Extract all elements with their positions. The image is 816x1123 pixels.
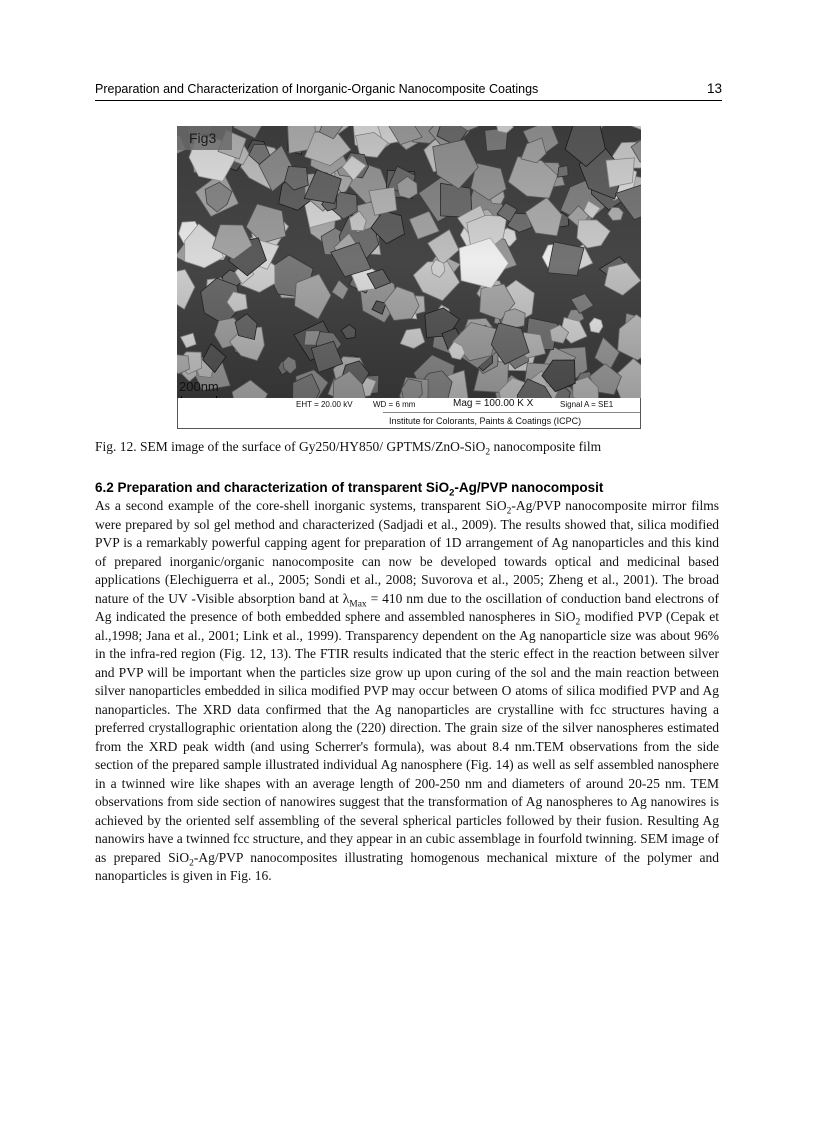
running-header <box>95 80 722 101</box>
wd-value: WD = 6 mm <box>373 400 416 409</box>
figure-label: Fig3 <box>189 130 217 146</box>
scale-label: 200nm <box>179 379 219 394</box>
sem-figure <box>177 126 641 430</box>
running-title: Preparation and Characterization of Inorganic-Organic Nanocomposite Coatings <box>95 82 539 96</box>
body-paragraph: As a second example of the core-shell inorganic systems, transparent SiO$_2$-Ag/PVP nanocomposite mirror films were prepared by sol gel method and characterized (Sadjadi et al., 2009). The results showed that, silica modified PVP is a remarkably powerful capping agent for preparation of 1D arrangement of Ag nanoparticles and this kind of prepared inorganic/organic nanocomposite can now be developed towards optical and medicinal based applications (Elechiguerra et al., 2005; Sondi et al., 2008; Suvorova et al., 2005; Zheng et al., 2001). The broad nature of the UV -Visible absorption band at $\lambda_{Max} = 410$ nm due to the oscillation of conduction band electrons of Ag indicated the presence of both embedded sphere and assembled nanospheres in SiO$_2$ modified PVP (Cepak et al.,1998; Jana et al., 2001; Link et al., 1999). Transparency dependent on the Ag nanoparticle size was about 96% in the infra-red region (Fig. 12, 13). The FTIR results indicated that the steric effect in the reaction between silver and PVP will be important when the particles size grow up upon curing of the sol and the main reaction between silver nanoparticles embedded in silica modified PVP may occur between O atoms of silica modified PVP and Ag nanoparticles. The XRD data confirmed that the Ag nanoparticles are crystalline with fcc structures having a preferred crystallographic orientation along the (220) direction. The grain size of the silver nanospheres estimated from the XRD peak width (and using Scherrer's formula), was about 8.4 nm.TEM observations from the side section of the prepared sample illustrated individual Ag nanosphere (Fig. 14) as well as self assembled nanosphere in a twinned wire like shapes with an average length of 200-250 nm and diameters of around 20-25 nm. TEM observations from side section of nanowires suggest that the transformation of Ag nanospheres to Ag nanowires is achieved by the oriented self assembling of the several spherical particles followed by their fusion. Resulting Ag nanowirs have a twinned fcc structure, and they appear in an cubic assemblage in fourfold twinning. SEM image of as prepared SiO$_2$-Ag/PVP nanocomposites illustrating homogenous mechanical mixture of the polymer and nanoparticles is given in Fig. 16. <box>95 498 720 883</box>
mag-value: Mag = 100.00 K X <box>453 398 534 409</box>
eht-value: EHT = 20.00 kV <box>296 400 353 409</box>
section-heading: 6.2 Preparation and characterization of transparent SiO$_2$-Ag/PVP nanocomposit <box>95 480 604 499</box>
sem-micrograph <box>177 126 641 398</box>
page-number: 13 <box>706 81 722 96</box>
signal-value: Signal A = SE1 <box>560 400 614 409</box>
sem-info-bar <box>177 398 641 429</box>
figure-caption: Fig. 12. SEM image of the surface of Gy250/HY850/ GPTMS/ZnO-SiO$_2$ nanocomposite film <box>95 439 602 458</box>
institute-label: Institute for Colorants, Paints & Coatings (ICPC) <box>389 416 582 426</box>
info-divider <box>383 412 640 413</box>
